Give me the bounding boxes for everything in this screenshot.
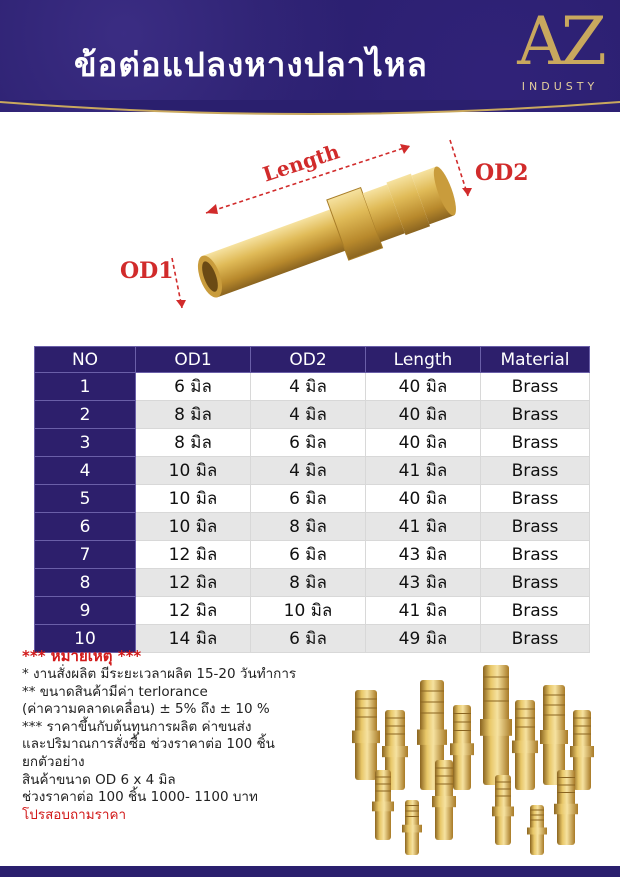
fitting-diagram — [110, 118, 530, 328]
note-line: * งานสั่งผลิต มีระยะเวลาผลิต 15-20 วันทำการ — [22, 666, 297, 682]
cell-od2: 4 มิล — [251, 401, 366, 429]
page-title: ข้อต่อแปลงหางปลาไหล — [74, 45, 428, 84]
note-line: และปริมาณการสั่งซื้อ ช่วงราคาต่อ 100 ชิ้น — [22, 736, 275, 753]
col-header-od1: OD1 — [136, 347, 251, 373]
brass-fitting — [402, 800, 422, 855]
cell-no: 6 — [35, 513, 136, 541]
cell-no: 8 — [35, 569, 136, 597]
table-row — [35, 541, 590, 569]
cell-material: Brass — [481, 597, 590, 625]
brass-fitting — [512, 700, 538, 790]
notes-title: *** หมายเหตุ *** — [22, 647, 142, 665]
table-row — [35, 569, 590, 597]
cell-length: 40 มิล — [366, 485, 481, 513]
notes-section — [22, 646, 342, 824]
cell-od2: 4 มิล — [251, 373, 366, 401]
brass-fitting — [554, 770, 578, 845]
header-banner — [0, 0, 620, 112]
note-line: ช่วงราคาต่อ 100 ชิ้น 1000- 1100 บาท — [22, 789, 258, 806]
cell-no: 7 — [35, 541, 136, 569]
brass-fitting-image — [190, 159, 463, 310]
table-row — [35, 401, 590, 429]
cell-od2: 6 มิล — [251, 485, 366, 513]
cell-length: 41 มิล — [366, 513, 481, 541]
length-label: Length — [259, 139, 343, 187]
brass-fitting — [432, 760, 456, 840]
note-line: สินค้าขนาด OD 6 x 4 มิล — [22, 771, 176, 788]
contact-note: โปรสอบถามราคา — [22, 806, 127, 823]
cell-od1: 8 มิล — [136, 429, 251, 457]
cell-od1: 6 มิล — [136, 373, 251, 401]
cell-od2: 6 มิล — [251, 625, 366, 653]
note-line: ** ขนาดสินค้ามีค่า terlorance — [22, 683, 208, 700]
cell-od2: 6 มิล — [251, 541, 366, 569]
cell-od1: 14 มิล — [136, 625, 251, 653]
cell-length: 40 มิล — [366, 401, 481, 429]
table-row — [35, 373, 590, 401]
logo-mark: AZ — [517, 3, 603, 80]
table-row — [35, 597, 590, 625]
cell-od2: 8 มิล — [251, 513, 366, 541]
col-header-no: NO — [35, 347, 136, 373]
cell-no: 2 — [35, 401, 136, 429]
footer-bar — [0, 866, 620, 877]
cell-material: Brass — [481, 373, 590, 401]
logo-subtitle: INDUSTY — [521, 80, 599, 93]
cell-material: Brass — [481, 485, 590, 513]
spec-table — [34, 346, 590, 653]
table-row — [35, 429, 590, 457]
cell-material: Brass — [481, 401, 590, 429]
cell-od1: 10 มิล — [136, 485, 251, 513]
cell-length: 40 มิล — [366, 429, 481, 457]
cell-length: 41 มิล — [366, 457, 481, 485]
cell-od1: 10 มิล — [136, 513, 251, 541]
brass-fittings-photo — [335, 650, 613, 865]
cell-material: Brass — [481, 457, 590, 485]
cell-no: 10 — [35, 625, 136, 653]
az-logo — [505, 4, 615, 100]
cell-no: 5 — [35, 485, 136, 513]
note-line: (ค่าความคลาดเคลื่อน) ± 5% ถึง ± 10 % — [22, 701, 270, 718]
table-header-row — [35, 347, 590, 373]
col-header-length: Length — [366, 347, 481, 373]
cell-od1: 8 มิล — [136, 401, 251, 429]
cell-no: 1 — [35, 373, 136, 401]
table-row — [35, 485, 590, 513]
cell-od2: 6 มิล — [251, 429, 366, 457]
cell-no: 9 — [35, 597, 136, 625]
brass-fitting — [372, 770, 394, 840]
brass-fitting — [527, 805, 547, 855]
cell-material: Brass — [481, 513, 590, 541]
table-row — [35, 457, 590, 485]
cell-length: 43 มิล — [366, 569, 481, 597]
cell-od2: 10 มิล — [251, 597, 366, 625]
cell-material: Brass — [481, 541, 590, 569]
cell-no: 3 — [35, 429, 136, 457]
col-header-material: Material — [481, 347, 590, 373]
cell-material: Brass — [481, 569, 590, 597]
brass-fitting — [492, 775, 514, 845]
brass-fitting — [450, 705, 474, 790]
note-line: ยกตัวอย่าง — [22, 753, 85, 770]
cell-od2: 4 มิล — [251, 457, 366, 485]
cell-length: 40 มิล — [366, 373, 481, 401]
od2-label: OD2 — [475, 160, 529, 186]
table-row — [35, 513, 590, 541]
brass-fitting — [480, 665, 512, 785]
cell-length: 43 มิล — [366, 541, 481, 569]
col-header-od2: OD2 — [251, 347, 366, 373]
cell-material: Brass — [481, 429, 590, 457]
cell-od1: 10 มิล — [136, 457, 251, 485]
cell-no: 4 — [35, 457, 136, 485]
note-line: *** ราคาขึ้นกับต้นทุนการผลิต ค่าขนส่ง — [22, 718, 252, 735]
cell-length: 41 มิล — [366, 597, 481, 625]
brass-fitting — [352, 690, 380, 780]
cell-material: Brass — [481, 625, 590, 653]
cell-od1: 12 มิล — [136, 569, 251, 597]
od1-label: OD1 — [120, 258, 174, 284]
cell-length: 49 มิล — [366, 625, 481, 653]
cell-od2: 8 มิล — [251, 569, 366, 597]
cell-od1: 12 มิล — [136, 541, 251, 569]
cell-od1: 12 มิล — [136, 597, 251, 625]
